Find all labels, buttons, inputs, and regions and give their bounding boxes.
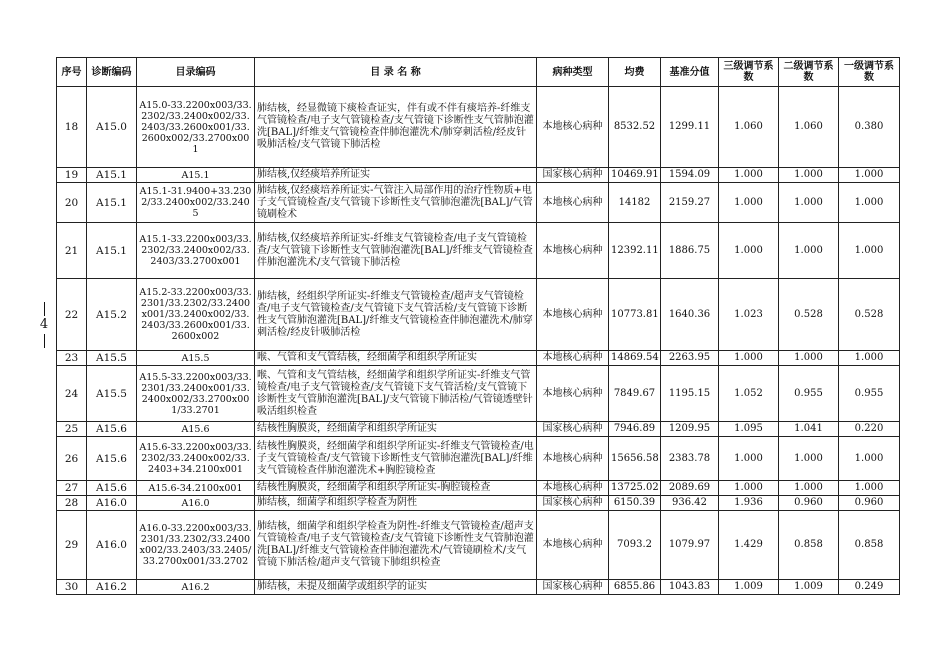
cell-avg-cost: 7946.89 <box>609 422 661 437</box>
cell-disease-type: 国家核心病种 <box>537 422 609 437</box>
cell-level3-coef: 1.000 <box>719 481 779 496</box>
cell-seq: 30 <box>57 580 87 595</box>
table-row <box>57 366 900 422</box>
cell-level3-coef: 1.000 <box>719 223 779 279</box>
cell-disease-type: 国家核心病种 <box>537 168 609 183</box>
cell-seq: 24 <box>57 366 87 422</box>
cell-base-score: 2263.95 <box>661 351 719 366</box>
cell-level2-coef: 0.955 <box>779 366 839 422</box>
table-row <box>57 351 900 366</box>
cell-seq: 29 <box>57 511 87 580</box>
cell-diag-code: A15.1 <box>87 183 137 223</box>
header-level2-coef: 二级调节系数 <box>779 58 839 87</box>
table-row <box>57 223 900 279</box>
cell-disease-type: 本地核心病种 <box>537 366 609 422</box>
cell-level1-coef: 0.220 <box>839 422 900 437</box>
cell-avg-cost: 14182 <box>609 183 661 223</box>
cell-level1-coef: 1.000 <box>839 437 900 481</box>
cell-catalog-name: 结核性胸膜炎，经细菌学和组织学所证实 <box>255 422 537 437</box>
cell-diag-code: A15.0 <box>87 87 137 168</box>
cell-avg-cost: 13725.02 <box>609 481 661 496</box>
cell-diag-code: A15.2 <box>87 279 137 351</box>
cell-level2-coef: 1.000 <box>779 481 839 496</box>
cell-seq: 20 <box>57 183 87 223</box>
cell-level2-coef: 1.000 <box>779 183 839 223</box>
cell-catalog-code: A16.2 <box>137 580 255 595</box>
cell-base-score: 1299.11 <box>661 87 719 168</box>
cell-disease-type: 本地核心病种 <box>537 223 609 279</box>
cell-catalog-code: A15.2-33.2200x003/33.2301/33.2302/33.2400x001/33.2400x002/33.2403/33.2600x001/33.2600x002 <box>137 279 255 351</box>
cell-level2-coef: 1.060 <box>779 87 839 168</box>
cell-avg-cost: 6150.39 <box>609 496 661 511</box>
table-row <box>57 183 900 223</box>
cell-catalog-name: 肺结核，经组织学所证实-纤维支气管镜检查/超声支气管镜检查/电子支气管镜检查/支气管镜下支气管活检/支气管镜下诊断性支气管肺泡灌洗[BAL]/纤维支气管镜检查伴肺泡灌洗术/肺穿刺活检/经皮针吸肺活检 <box>255 279 537 351</box>
cell-catalog-name: 肺结核，经显微镜下痰检查证实，伴有或不伴有痰培养-纤维支气管镜检查/电子支气管镜检查/支气管镜下诊断性支气管肺泡灌洗[BAL]/纤维支气管镜检查伴肺泡灌洗术/肺穿刺活检/经皮针吸肺活检/支气管镜下肺活检 <box>255 87 537 168</box>
cell-catalog-code: A15.1-33.2200x003/33.2302/33.2400x002/33.2403/33.2700x001 <box>137 223 255 279</box>
cell-level1-coef: 1.000 <box>839 351 900 366</box>
cell-catalog-name: 肺结核,仅经痰培养所证实-气管注入局部作用的治疗性物质+电子支气管镜检查/支气管镜下诊断性支气管肺泡灌洗[BAL]/气管镜刷检术 <box>255 183 537 223</box>
table-row <box>57 279 900 351</box>
page-number-rule-bottom <box>44 334 45 348</box>
cell-diag-code: A15.1 <box>87 168 137 183</box>
cell-catalog-name: 肺结核,仅经痰培养所证实 <box>255 168 537 183</box>
cell-level1-coef: 0.528 <box>839 279 900 351</box>
header-level3-coef: 三级调节系数 <box>719 58 779 87</box>
cell-avg-cost: 10469.91 <box>609 168 661 183</box>
cell-level3-coef: 1.936 <box>719 496 779 511</box>
cell-catalog-code: A15.5 <box>137 351 255 366</box>
cell-diag-code: A15.1 <box>87 223 137 279</box>
header-level1-coef: 一级调节系数 <box>839 58 900 87</box>
page-number-text: 4 <box>39 317 49 332</box>
cell-disease-type: 本地核心病种 <box>537 511 609 580</box>
cell-seq: 21 <box>57 223 87 279</box>
cell-disease-type: 本地核心病种 <box>537 351 609 366</box>
cell-base-score: 2383.78 <box>661 437 719 481</box>
cell-level3-coef: 1.095 <box>719 422 779 437</box>
cell-catalog-name: 结核性胸膜炎，经细菌学和组织学所证实-纤维支气管镜检查/电子支气管镜检查/支气管镜下诊断性支气管肺泡灌洗[BAL]/纤维支气管镜检查伴肺泡灌洗术+胸腔镜检查 <box>255 437 537 481</box>
cell-diag-code: A16.0 <box>87 511 137 580</box>
cell-diag-code: A15.5 <box>87 366 137 422</box>
cell-seq: 25 <box>57 422 87 437</box>
cell-avg-cost: 7849.67 <box>609 366 661 422</box>
cell-base-score: 1209.95 <box>661 422 719 437</box>
cell-seq: 19 <box>57 168 87 183</box>
header-base-score: 基准分值 <box>661 58 719 87</box>
cell-level2-coef: 1.000 <box>779 437 839 481</box>
cell-level3-coef: 1.429 <box>719 511 779 580</box>
cell-level3-coef: 1.000 <box>719 168 779 183</box>
cell-base-score: 2159.27 <box>661 183 719 223</box>
header-seq: 序号 <box>57 58 87 87</box>
cell-diag-code: A15.6 <box>87 481 137 496</box>
cell-level3-coef: 1.023 <box>719 279 779 351</box>
cell-catalog-code: A15.1 <box>137 168 255 183</box>
cell-catalog-code: A15.1-31.9400+33.2302/33.2400x002/33.2405 <box>137 183 255 223</box>
cell-base-score: 2089.69 <box>661 481 719 496</box>
cell-level2-coef: 1.041 <box>779 422 839 437</box>
cell-level3-coef: 1.000 <box>719 183 779 223</box>
cell-level1-coef: 1.000 <box>839 183 900 223</box>
cell-base-score: 1043.83 <box>661 580 719 595</box>
table-row <box>57 437 900 481</box>
table-row <box>57 422 900 437</box>
cell-level1-coef: 1.000 <box>839 481 900 496</box>
cell-avg-cost: 6855.86 <box>609 580 661 595</box>
cell-catalog-code: A15.5-33.2200x003/33.2301/33.2400x001/33.2400x002/33.2700x001/33.2701 <box>137 366 255 422</box>
header-catalog-name: 目 录 名 称 <box>255 58 537 87</box>
cell-disease-type: 国家核心病种 <box>537 580 609 595</box>
cell-disease-type: 本地核心病种 <box>537 437 609 481</box>
cell-level3-coef: 1.052 <box>719 366 779 422</box>
cell-level3-coef: 1.009 <box>719 580 779 595</box>
cell-catalog-name: 喉、气管和支气管结核，经细菌学和组织学所证实 <box>255 351 537 366</box>
cell-catalog-code: A15.0-33.2200x003/33.2302/33.2400x002/33.2403/33.2600x001/33.2600x002/33.2700x001 <box>137 87 255 168</box>
cell-level2-coef: 0.960 <box>779 496 839 511</box>
cell-level2-coef: 1.000 <box>779 168 839 183</box>
cell-catalog-code: A16.0-33.2200x003/33.2301/33.2302/33.2400x002/33.2403/33.2405/33.2700x001/33.2702 <box>137 511 255 580</box>
cell-level1-coef: 1.000 <box>839 168 900 183</box>
cell-catalog-name: 肺结核，细菌学和组织学检查为阴性-纤维支气管镜检查/超声支气管镜检查/电子支气管镜检查/支气管镜下诊断性支气管肺泡灌洗[BAL]/纤维支气管镜检查伴肺泡灌洗术/气管镜刷检术/支气管镜下肺活检/超声支气管镜下肺组织检查 <box>255 511 537 580</box>
header-disease-type: 病种类型 <box>537 58 609 87</box>
cell-catalog-code: A16.0 <box>137 496 255 511</box>
cell-catalog-name: 肺结核,仅经痰培养所证实-纤维支气管镜检查/电子支气管镜检查/支气管镜下诊断性支气管肺泡灌洗[BAL]/纤维支气管镜检查伴肺泡灌洗术/支气管镜下肺活检 <box>255 223 537 279</box>
cell-level1-coef: 0.380 <box>839 87 900 168</box>
table-row <box>57 511 900 580</box>
cell-catalog-code: A15.6-34.2100x001 <box>137 481 255 496</box>
cell-base-score: 1886.75 <box>661 223 719 279</box>
table-row <box>57 168 900 183</box>
cell-base-score: 1195.15 <box>661 366 719 422</box>
cell-seq: 23 <box>57 351 87 366</box>
cell-catalog-code: A15.6-33.2200x003/33.2302/33.2400x002/33.2403+34.2100x001 <box>137 437 255 481</box>
cell-seq: 27 <box>57 481 87 496</box>
cell-catalog-name: 喉、气管和支气管结核，经细菌学和组织学所证实-纤维支气管镜检查/电子支气管镜检查/支气管镜下支气管活检/支气管镜下诊断性支气管肺泡灌洗[BAL]/支气管镜下肺活检/气管镜透壁针吸活组织检查 <box>255 366 537 422</box>
cell-avg-cost: 12392.11 <box>609 223 661 279</box>
cell-seq: 18 <box>57 87 87 168</box>
table-row <box>57 481 900 496</box>
cell-base-score: 936.42 <box>661 496 719 511</box>
cell-diag-code: A15.6 <box>87 437 137 481</box>
cell-avg-cost: 14869.54 <box>609 351 661 366</box>
cell-level2-coef: 0.858 <box>779 511 839 580</box>
header-avg-cost: 均费 <box>609 58 661 87</box>
header-catalog-code: 目录编码 <box>137 58 255 87</box>
cell-level2-coef: 0.528 <box>779 279 839 351</box>
cell-level3-coef: 1.000 <box>719 437 779 481</box>
cell-diag-code: A15.5 <box>87 351 137 366</box>
table-row <box>57 496 900 511</box>
cell-catalog-name: 肺结核，细菌学和组织学检查为阴性 <box>255 496 537 511</box>
cell-disease-type: 本地核心病种 <box>537 481 609 496</box>
cell-avg-cost: 8532.52 <box>609 87 661 168</box>
cell-base-score: 1594.09 <box>661 168 719 183</box>
cell-seq: 26 <box>57 437 87 481</box>
cell-diag-code: A16.2 <box>87 580 137 595</box>
cell-diag-code: A15.6 <box>87 422 137 437</box>
cell-disease-type: 国家核心病种 <box>537 496 609 511</box>
cell-level2-coef: 1.009 <box>779 580 839 595</box>
cell-catalog-name: 结核性胸膜炎，经细菌学和组织学所证实-胸腔镜检查 <box>255 481 537 496</box>
cell-level3-coef: 1.060 <box>719 87 779 168</box>
cell-diag-code: A16.0 <box>87 496 137 511</box>
header-diag-code: 诊断编码 <box>87 58 137 87</box>
cell-level2-coef: 1.000 <box>779 351 839 366</box>
cell-disease-type: 本地核心病种 <box>537 279 609 351</box>
disease-catalog-table <box>56 57 900 595</box>
cell-seq: 28 <box>57 496 87 511</box>
page-number-rule-top <box>44 302 45 316</box>
cell-avg-cost: 7093.2 <box>609 511 661 580</box>
cell-catalog-name: 肺结核，未提及细菌学或组织学的证实 <box>255 580 537 595</box>
page-number <box>38 300 50 350</box>
cell-level1-coef: 1.000 <box>839 223 900 279</box>
cell-disease-type: 本地核心病种 <box>537 183 609 223</box>
cell-disease-type: 本地核心病种 <box>537 87 609 168</box>
cell-level2-coef: 1.000 <box>779 223 839 279</box>
cell-level1-coef: 0.858 <box>839 511 900 580</box>
table-row <box>57 580 900 595</box>
cell-base-score: 1640.36 <box>661 279 719 351</box>
cell-base-score: 1079.97 <box>661 511 719 580</box>
cell-level1-coef: 0.955 <box>839 366 900 422</box>
cell-level1-coef: 0.249 <box>839 580 900 595</box>
cell-level1-coef: 0.960 <box>839 496 900 511</box>
cell-avg-cost: 15656.58 <box>609 437 661 481</box>
cell-seq: 22 <box>57 279 87 351</box>
cell-catalog-code: A15.6 <box>137 422 255 437</box>
table-row <box>57 87 900 168</box>
table-header-row <box>57 58 900 87</box>
cell-level3-coef: 1.000 <box>719 351 779 366</box>
cell-avg-cost: 10773.81 <box>609 279 661 351</box>
